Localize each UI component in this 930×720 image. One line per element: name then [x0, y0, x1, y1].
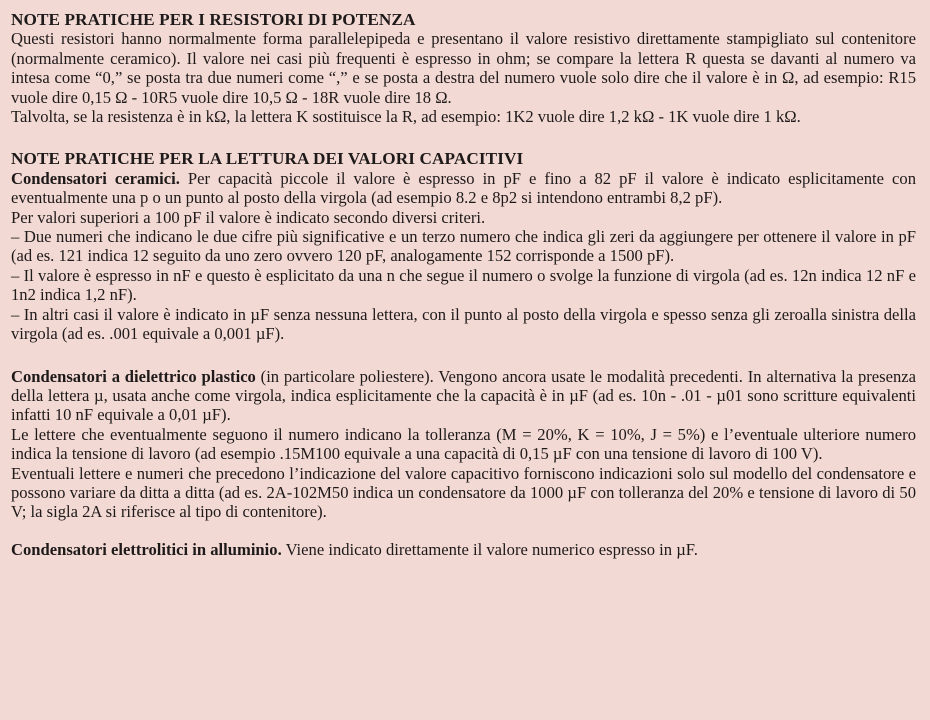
paragraph: Per valori superiori a 100 pF il valore è indicato secondo diversi criteri. [11, 207, 486, 227]
spacer [11, 522, 916, 540]
lead-elettrolitici: Condensatori elettrolitici in alluminio. [11, 539, 282, 559]
text-ceramici: Per capacità piccole il valore è espresso in pF e fino a 82 pF il valore è indicato esplicitamente con eventualmente una p o un punto al posto della virgola (ad esempio 8.2 e 8p2 si intendono entrambi 8,2 pF). [11, 168, 916, 208]
section-title-resistori: NOTE PRATICHE PER I RESISTORI DI POTENZA [11, 10, 416, 29]
text-plastici: (in particolare poliestere). Vengono ancora usate le modalità precedenti. In alternativa la presenza della lettera µ, usata anche come virgola, indica esplicitamente che la capacità è in µF (ad es. 10n - .01 - µ01 sono scritture equivalenti infatti 10 nF equivale a 0,01 µF). [11, 366, 916, 425]
paragraph-ceramici [11, 169, 916, 208]
paragraph: – Due numeri che indicano le due cifre più significative e un terzo numero che indica gli zeri da aggiungere per ottenere il valore in pF (ad es. 121 indica 12 seguito da uno zero ovvero 120 pF, analogamente 152 corrisponde a 1500 pF). [11, 227, 916, 266]
paragraph-plastici [11, 367, 916, 425]
paragraph: Questi resistori hanno normalmente forma parallelepipeda e presentano il valore resistivo direttamente stampigliato sul contenitore (normalmente ceramico). Il valore nei casi più frequenti è espresso in ohm; se compare la lettera R questa se davanti al numero va intesa come “0,” se posta tra due numeri come “,” e se posta a destra del numero vuole solo dire che il valore è in Ω, ad esempio: R15 vuole dire 0,15 Ω - 10R5 vuole dire 10,5 Ω - 18R vuole dire 18 Ω. [11, 29, 916, 107]
paragraph: – In altri casi il valore è indicato in µF senza nessuna lettera, con il punto al posto della virgola e spesso senza gli zeroalla sinistra della virgola (ad es. .001 equivale a 0,001 µF). [11, 304, 916, 344]
lead-ceramici: Condensatori ceramici. [11, 168, 180, 188]
section-resistori [11, 10, 916, 126]
paragraph: – Il valore è espresso in nF e questo è esplicitato da una n che segue il numero o svolge la funzione di virgola (ad es. 12n indica 12 nF e 1n2 indica 1,2 nF). [11, 265, 916, 305]
paragraph: Le lettere che eventualmente seguono il numero indicano la tolleranza (M = 20%, K = 10%, J = 5%) e l’eventuale ulteriore numero indica la tensione di lavoro (ad esempio .15M100 equivale a una capacità di 0,15 µF con una tensione di lavoro di 100 V). [11, 424, 916, 464]
lead-plastici: Condensatori a dielettrico plastico [11, 366, 256, 386]
section-title-capacitivi: NOTE PRATICHE PER LA LETTURA DEI VALORI CAPACITIVI [11, 149, 524, 169]
spacer [11, 344, 916, 367]
paragraph: Eventuali lettere e numeri che precedono l’indicazione del valore capacitivo forniscono indicazioni solo sul modello del condensatore e possono variare da ditta a ditta (ad es. 2A-102M50 indica un condensatore da 1000 µF con tolleranza del 20% e tensione di lavoro di 50 V; la sigla 2A si riferisce al tipo di contenitore). [11, 463, 916, 522]
paragraph: Talvolta, se la resistenza è in kΩ, la lettera K sostituisce la R, ad esempio: 1K2 vuole dire 1,2 kΩ - 1K vuole dire 1 kΩ. [11, 107, 801, 127]
text-elettrolitici: Viene indicato direttamente il valore numerico espresso in µF. [281, 539, 698, 559]
paragraph-elettrolitici [11, 540, 916, 559]
spacer [11, 126, 916, 149]
section-capacitivi [11, 149, 916, 559]
